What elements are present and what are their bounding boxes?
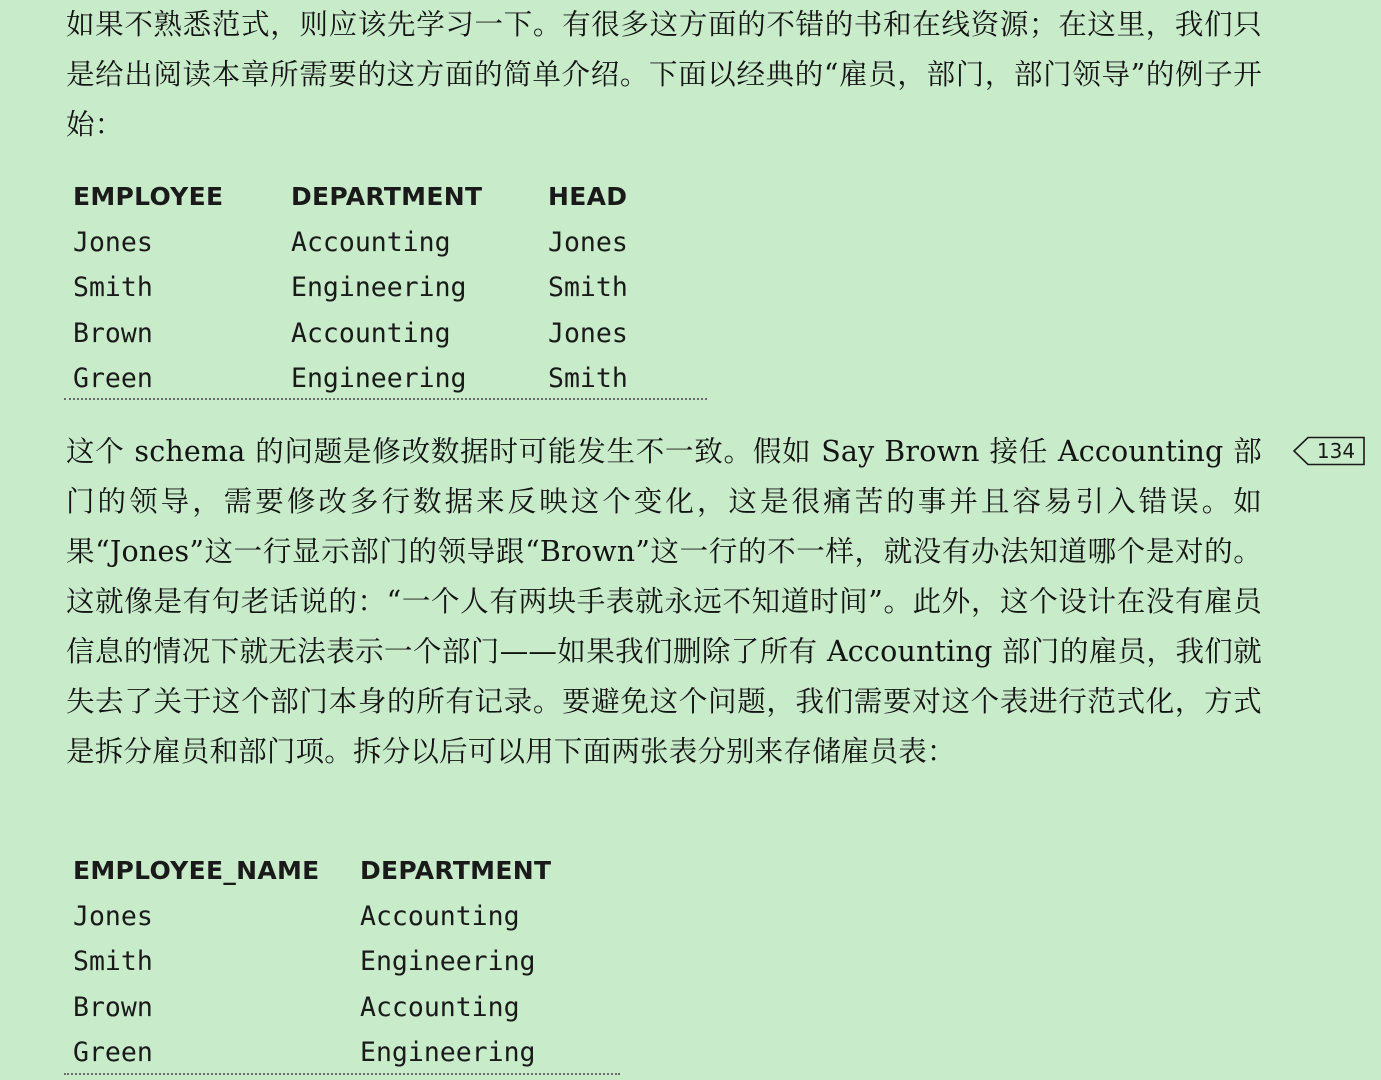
table-row (73, 311, 713, 357)
page-number-marker (1293, 436, 1365, 466)
department-cell: Accounting (291, 226, 451, 258)
table-bottom-rule (64, 1073, 620, 1075)
table-bottom-rule (64, 398, 707, 400)
employee-cell: Green (73, 363, 153, 394)
table-header-row (73, 174, 713, 220)
employee-name-department-table (73, 848, 633, 1068)
employee-cell: Jones (73, 226, 153, 258)
column-header-employee-name: EMPLOYEE_NAME (73, 856, 320, 885)
head-cell: Jones (548, 317, 628, 349)
head-cell: Smith (548, 272, 628, 303)
column-header-department: DEPARTMENT (291, 182, 483, 211)
head-cell: Smith (548, 363, 628, 394)
department-cell: Accounting (360, 900, 520, 932)
column-header-department: DEPARTMENT (360, 856, 552, 885)
employee-department-head-table (73, 174, 713, 394)
table-header-row (73, 848, 633, 894)
employee-name-cell: Green (73, 1037, 153, 1068)
table-row (73, 939, 633, 985)
table-row (73, 985, 633, 1031)
department-cell: Engineering (360, 1037, 536, 1068)
employee-name-cell: Jones (73, 900, 153, 932)
column-header-head: HEAD (548, 182, 628, 211)
employee-name-cell: Brown (73, 991, 153, 1023)
column-header-employee: EMPLOYEE (73, 182, 224, 211)
table-row (73, 265, 713, 311)
table-row (73, 356, 713, 402)
department-cell: Engineering (291, 363, 467, 394)
department-cell: Engineering (291, 272, 467, 303)
intro-paragraph: 如果不熟悉范式，则应该先学习一下。有很多这方面的不错的书和在线资源；在这里，我们只是给出阅读本章所需要的这方面的简单介绍。下面以经典的“雇员，部门，部门领导”的例子开始： (66, 8, 1262, 141)
employee-cell: Smith (73, 272, 153, 303)
schema-problem-paragraph: 这个 schema 的问题是修改数据时可能发生不一致。假如 Say Brown 接任 Accounting 部门的领导，需要修改多行数据来反映这个变化，这是很痛苦的事并且容易引入错误。如果“Jones”这一行显示部门的领导跟“Brown”这一行的不一样，就没有办法知道哪个是对的。这就像是有句老话说的：“一个人有两块手表就永远不知道时间”。此外，这个设计在没有雇员信息的情况下就无法表示一个部门——如果我们删除了所有 Accounting 部门的雇员，我们就失去了关于这个部门本身的所有记录。要避免这个问题，我们需要对这个表进行范式化，方式是拆分雇员和部门项。拆分以后可以用下面两张表分别来存储雇员表： (66, 435, 1262, 768)
department-cell: Accounting (360, 991, 520, 1023)
head-cell: Jones (548, 226, 628, 258)
table-row (73, 220, 713, 266)
department-cell: Accounting (291, 317, 451, 349)
employee-cell: Brown (73, 317, 153, 349)
page-number: 134 (1316, 439, 1356, 463)
table-row (73, 1030, 633, 1076)
table-row (73, 894, 633, 940)
employee-name-cell: Smith (73, 946, 153, 977)
department-cell: Engineering (360, 946, 536, 977)
